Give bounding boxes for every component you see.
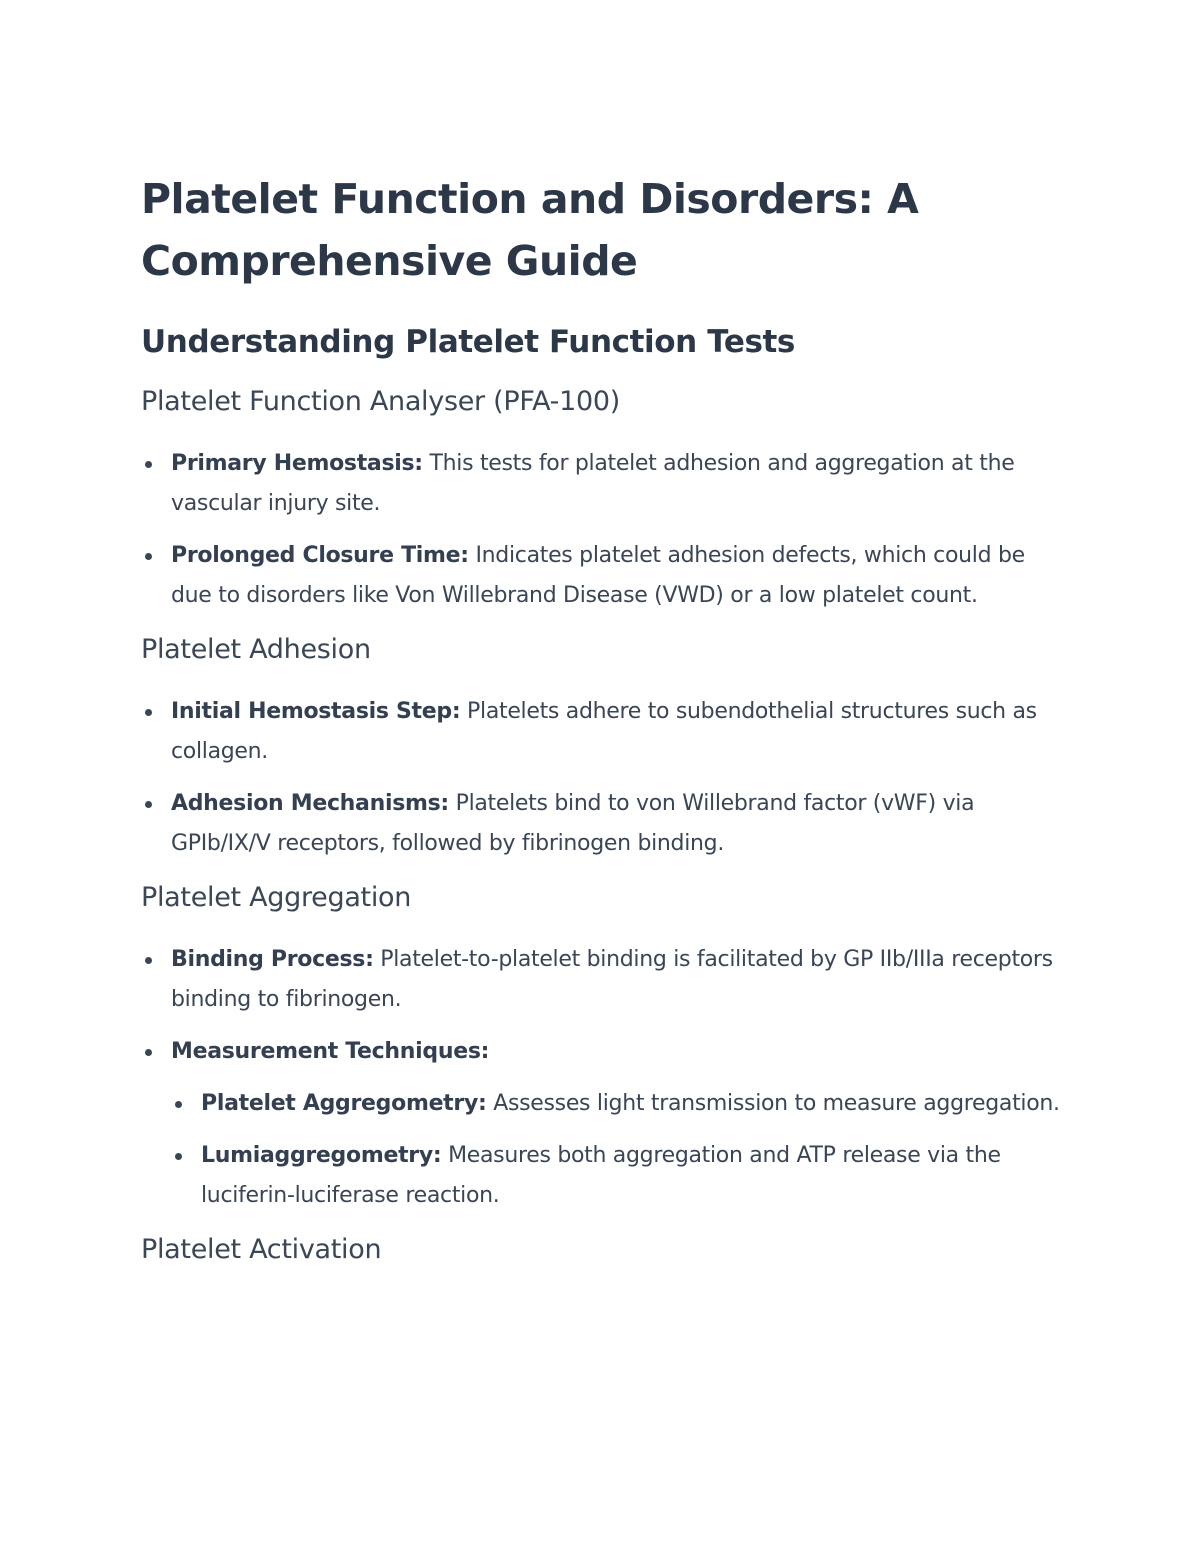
subsection-heading-pfa100: Platelet Function Analyser (PFA-100) [141,386,620,417]
item-term: Primary Hemostasis: [171,451,423,476]
item-term: Initial Hemostasis Step: [171,699,461,724]
subsection-heading-activation: Platelet Activation [141,1234,382,1265]
bullet-icon [145,553,152,560]
document-page [141,168,1071,1268]
list-item [141,444,1071,524]
item-text: Platelet-to-platelet binding is facilitated by GP IIb/IIIa receptors binding to fibrinogen. [171,947,1053,1012]
item-term: Adhesion Mechanisms: [171,791,449,816]
item-text: Platelets adhere to subendothelial structures such as collagen. [171,699,1037,764]
item-text: Platelets bind to von Willebrand factor (vWF) via GPIb/IX/V receptors, followed by fibrinogen binding. [171,791,975,856]
nested-list-item [171,1084,1071,1124]
item-term: Binding Process: [171,947,374,972]
bullet-icon [145,709,152,716]
list-item [141,536,1071,616]
item-term: Platelet Aggregometry: [201,1091,487,1116]
item-term: Prolonged Closure Time: [171,543,469,568]
list-item [141,940,1071,1020]
item-text: Measures both aggregation and ATP release via the luciferin-luciferase reaction. [201,1143,1001,1208]
bullet-icon [145,461,152,468]
list-item [141,1032,1071,1216]
item-text: This tests for platelet adhesion and aggregation at the vascular injury site. [171,451,1015,516]
bullet-list-pfa100 [141,444,1071,616]
list-item [141,692,1071,772]
list-item [141,784,1071,864]
bullet-icon [175,1153,182,1160]
section-heading: Understanding Platelet Function Tests [141,324,795,360]
bullet-icon [145,957,152,964]
subsection-heading-aggregation: Platelet Aggregation [141,882,412,913]
bullet-list-aggregation [141,940,1071,1216]
document-title: Platelet Function and Disorders: A Comprehensive Guide [141,175,919,285]
subsection-heading-adhesion: Platelet Adhesion [141,634,371,665]
bullet-icon [145,1049,152,1056]
item-term: Measurement Techniques: [171,1039,490,1064]
nested-bullet-list [171,1084,1071,1216]
bullet-icon [175,1101,182,1108]
bullet-icon [145,801,152,808]
item-text: Assesses light transmission to measure aggregation. [486,1091,1060,1116]
nested-list-item [171,1136,1071,1216]
bullet-list-adhesion [141,692,1071,864]
item-term: Lumiaggregometry: [201,1143,442,1168]
item-text: Indicates platelet adhesion defects, which could be due to disorders like Von Willebrand Disease (VWD) or a low platelet count. [171,543,1025,608]
